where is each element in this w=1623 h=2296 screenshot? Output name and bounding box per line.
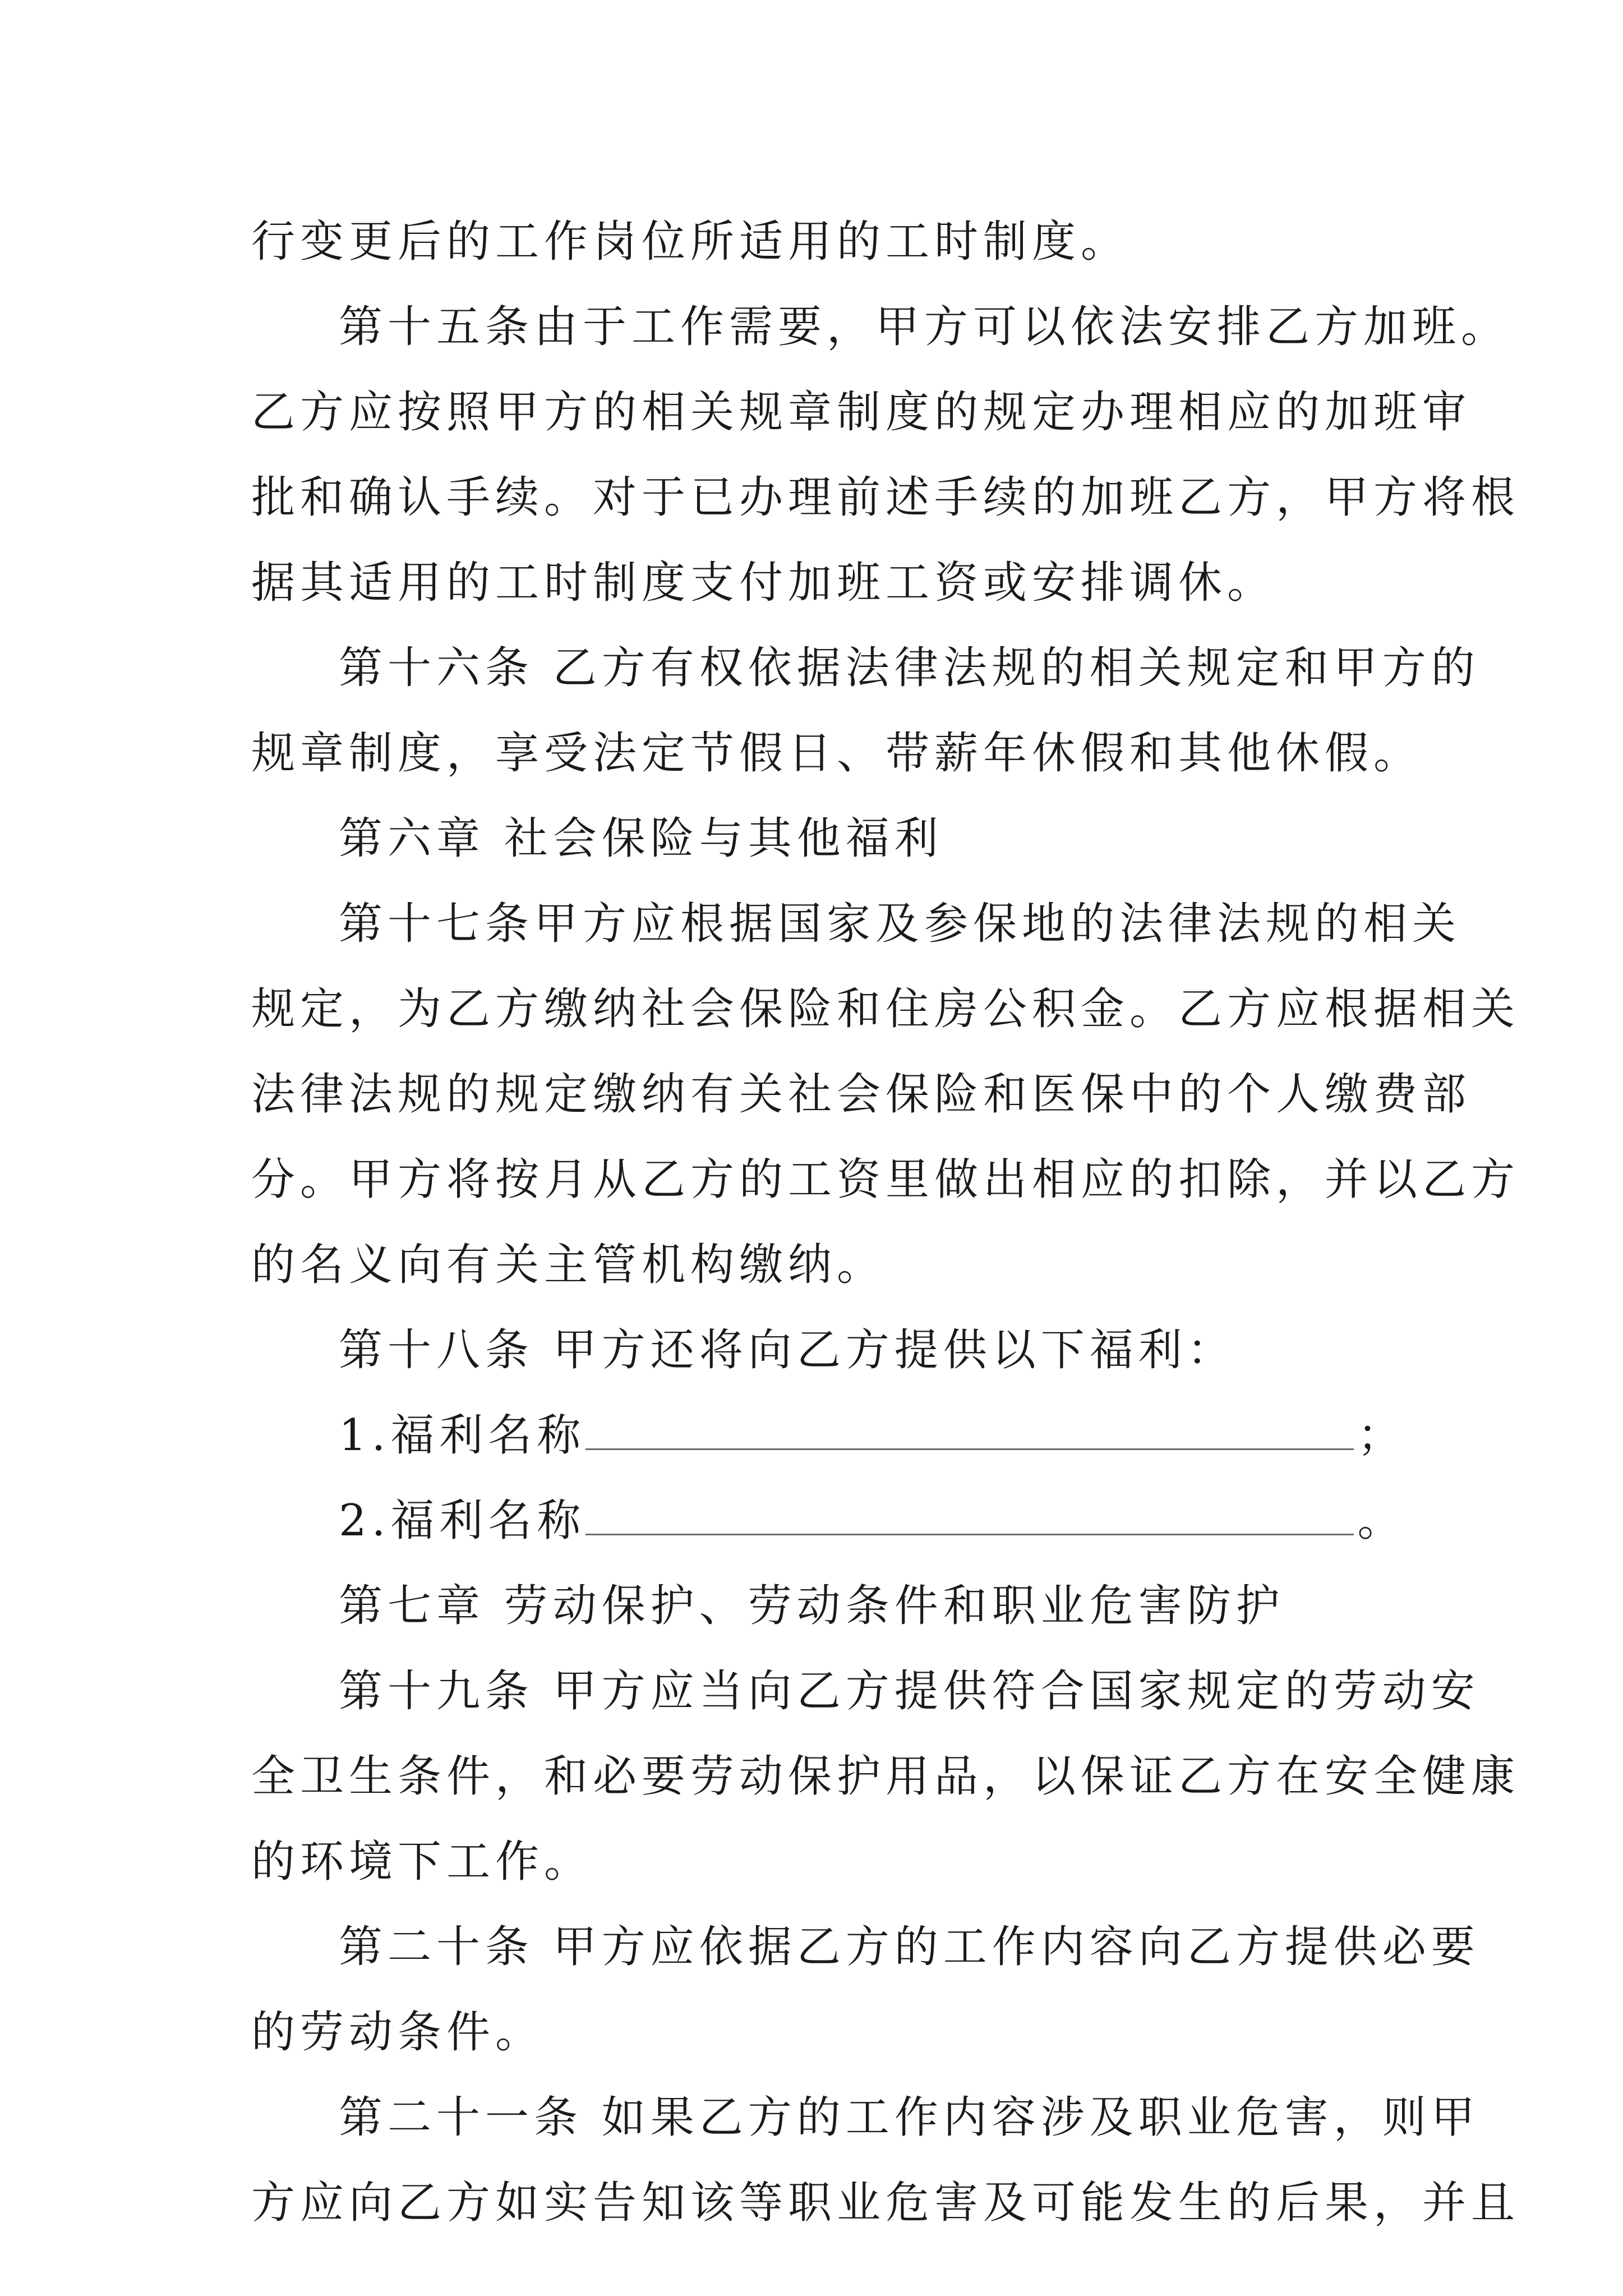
benefit-name-blank-line — [585, 1412, 1354, 1450]
article-15-heading-line: 第十五条由于工作需要，甲方可以依法安排乙方加班。 — [339, 302, 1510, 352]
text-line: 法律法规的规定缴纳有关社会保险和医保中的个人缴费部 — [251, 1069, 1472, 1120]
text-line: 乙方应按照甲方的相关规章制度的规定办理相应的加班审 — [251, 387, 1472, 438]
article-16-heading-line: 第十六条 乙方有权依据法律法规的相关规定和甲方的 — [339, 643, 1480, 693]
benefit-item-1 — [251, 1393, 1407, 1478]
text-line: 分。甲方将按月从乙方的工资里做出相应的扣除，并以乙方 — [251, 1154, 1520, 1205]
benefit-item-label: 2.福利名称 — [339, 1496, 586, 1546]
article-21-heading-line: 第二十一条 如果乙方的工作内容涉及职业危害，则甲 — [339, 2092, 1480, 2143]
benefit-name-blank-line — [585, 1498, 1354, 1535]
benefit-item-2 — [251, 1478, 1407, 1563]
article-20-heading-line: 第二十条 甲方应依据乙方的工作内容向乙方提供必要 — [339, 1922, 1480, 1972]
text-line: 的环境下工作。 — [251, 1837, 593, 1887]
benefit-item-end-punct: ； — [1357, 1410, 1407, 1461]
text-line: 批和确认手续。对于已办理前述手续的加班乙方，甲方将根 — [251, 472, 1520, 523]
benefit-item-end-punct: 。 — [1357, 1496, 1407, 1546]
text-line: 方应向乙方如实告知该等职业危害及可能发生的后果，并且 — [251, 2178, 1520, 2228]
text-line: 据其适用的工时制度支付加班工资或安排调休。 — [251, 558, 1276, 608]
text-line: 的劳动条件。 — [251, 2007, 545, 2058]
text-line: 规定，为乙方缴纳社会保险和住房公积金。乙方应根据相关 — [251, 984, 1520, 1034]
chapter-6-title: 第六章 社会保险与其他福利 — [339, 813, 943, 864]
text-line: 行变更后的工作岗位所适用的工时制度。 — [251, 217, 1130, 267]
benefit-item-label: 1.福利名称 — [339, 1410, 586, 1461]
text-line: 全卫生条件，和必要劳动保护用品，以保证乙方在安全健康 — [251, 1751, 1520, 1802]
text-line: 的名义向有关主管机构缴纳。 — [251, 1240, 886, 1290]
article-18-heading-line: 第十八条 甲方还将向乙方提供以下福利： — [339, 1325, 1236, 1375]
text-line: 规章制度，享受法定节假日、带薪年休假和其他休假。 — [251, 728, 1423, 779]
contract-text — [251, 199, 1520, 2246]
article-17-heading-line: 第十七条甲方应根据国家及参保地的法律法规的相关 — [339, 899, 1461, 949]
article-19-heading-line: 第十九条 甲方应当向乙方提供符合国家规定的劳动安 — [339, 1666, 1480, 1717]
chapter-7-title: 第七章 劳动保护、劳动条件和职业危害防护 — [339, 1581, 1285, 1631]
